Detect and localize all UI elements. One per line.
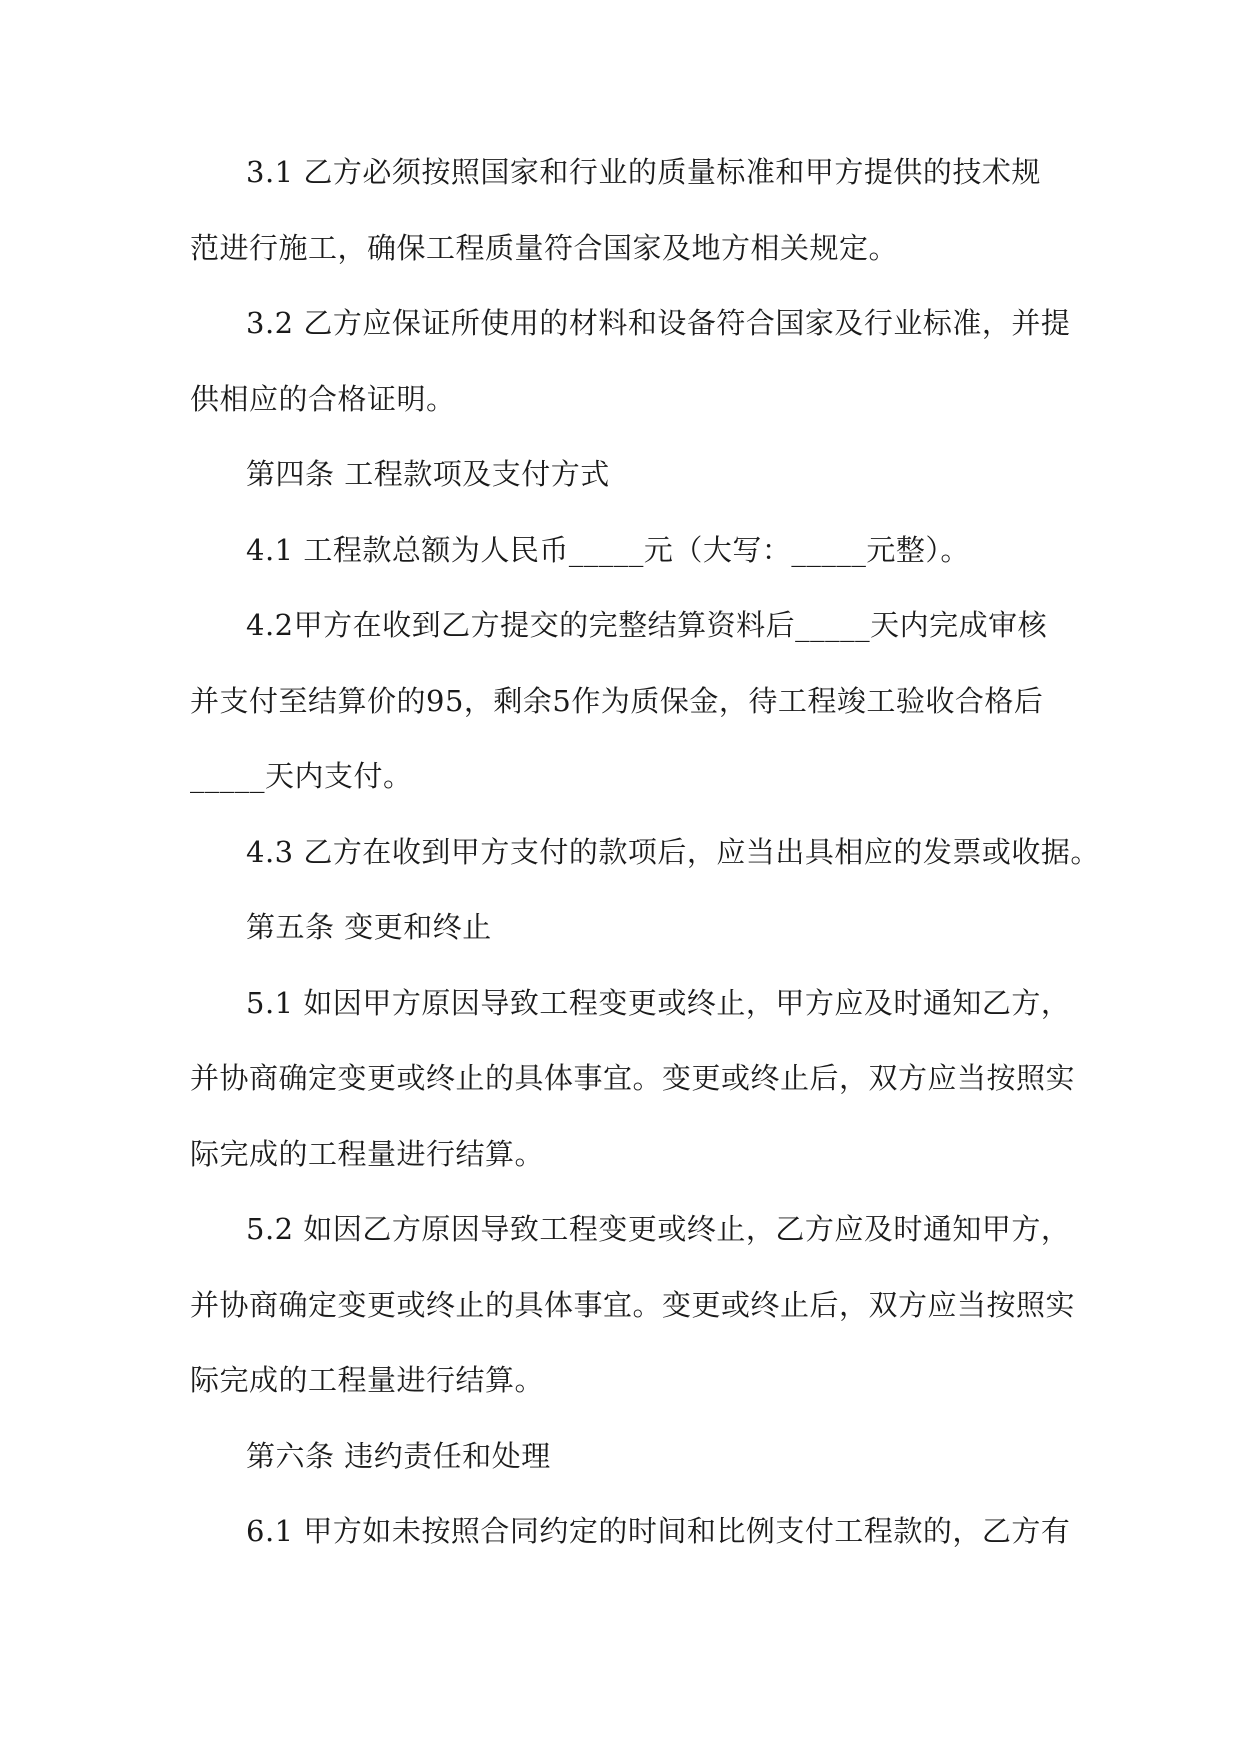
clause-4-2-line-3: _____天内支付。 — [190, 759, 413, 793]
article-6-heading: 第六条 违约责任和处理 — [246, 1439, 551, 1473]
clause-3-1-line-1: 3.1 乙方必须按照国家和行业的质量标准和甲方提供的技术规 — [246, 155, 1041, 189]
clause-5-1-line-2: 并协商确定变更或终止的具体事宜。变更或终止后，双方应当按照实 — [190, 1061, 1076, 1095]
clause-3-2-line-2: 供相应的合格证明。 — [190, 382, 456, 416]
clause-4-3-line-1: 4.3 乙方在收到甲方支付的款项后，应当出具相应的发票或收据。 — [246, 835, 1100, 869]
clause-5-2-line-3: 际完成的工程量进行结算。 — [190, 1363, 545, 1397]
article-5-heading: 第五条 变更和终止 — [246, 910, 492, 944]
clause-4-2-line-2: 并支付至结算价的95，剩余5作为质保金，待工程竣工验收合格后 — [190, 684, 1044, 718]
clause-5-2-line-2: 并协商确定变更或终止的具体事宜。变更或终止后，双方应当按照实 — [190, 1288, 1076, 1322]
article-4-heading: 第四条 工程款项及支付方式 — [246, 457, 610, 491]
clause-5-2-line-1: 5.2 如因乙方原因导致工程变更或终止，乙方应及时通知甲方， — [246, 1212, 1071, 1246]
clause-3-1-line-2: 范进行施工，确保工程质量符合国家及地方相关规定。 — [190, 231, 899, 265]
clause-5-1-line-1: 5.1 如因甲方原因导致工程变更或终止，甲方应及时通知乙方， — [246, 986, 1071, 1020]
clause-3-2-line-1: 3.2 乙方应保证所使用的材料和设备符合国家及行业标准，并提 — [246, 306, 1071, 340]
clause-4-2-line-1: 4.2甲方在收到乙方提交的完整结算资料后_____天内完成审核 — [246, 608, 1048, 642]
clause-5-1-line-3: 际完成的工程量进行结算。 — [190, 1137, 545, 1171]
clause-4-1-line-1: 4.1 工程款总额为人民币_____元（大写：_____元整）。 — [246, 533, 970, 567]
clause-6-1-line-1: 6.1 甲方如未按照合同约定的时间和比例支付工程款的，乙方有 — [246, 1514, 1071, 1548]
